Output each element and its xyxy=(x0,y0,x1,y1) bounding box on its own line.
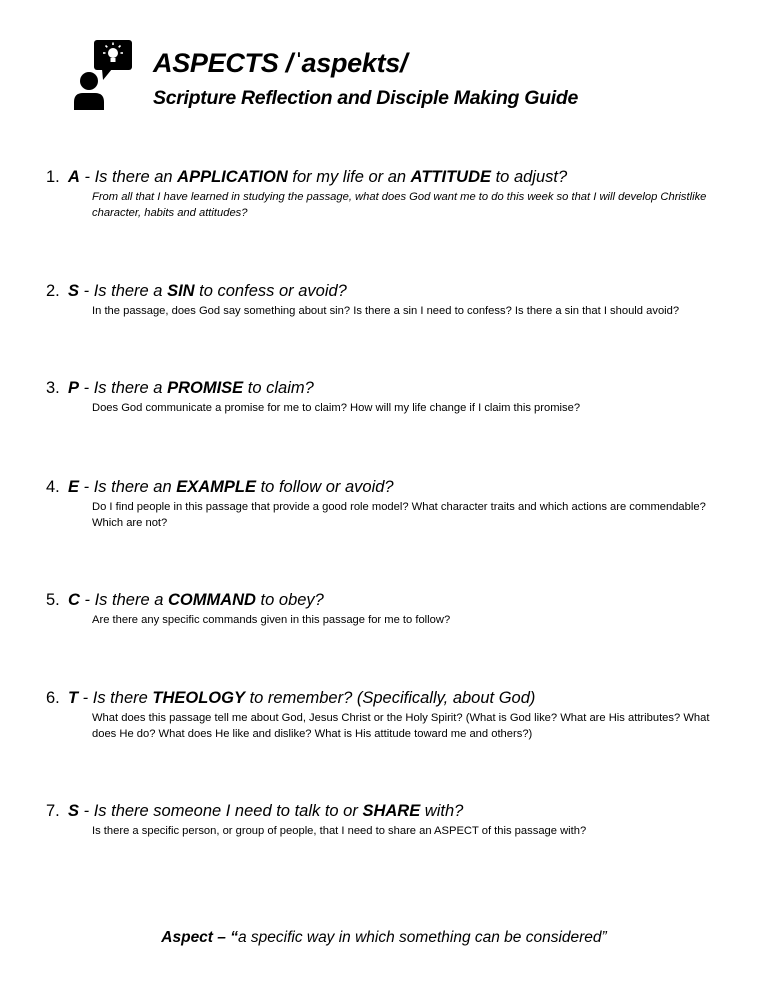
footer-definition xyxy=(0,929,768,947)
item-keyword: SIN xyxy=(167,282,195,300)
item-letter: C xyxy=(68,591,80,609)
item-letter: S xyxy=(68,802,80,820)
item-number: 6. xyxy=(46,689,60,707)
item-number: 4. xyxy=(46,478,60,496)
item-question: 3. P - Is there a PROMISE to claim? xyxy=(46,379,314,397)
page-title: ASPECTS /ˈaspekts/ xyxy=(153,48,408,78)
footer-definition-text: a specific way in which something can be considered” xyxy=(237,929,607,946)
item-question: 5. C - Is there a COMMAND to obey? xyxy=(46,591,324,609)
item-question: 4. E - Is there an EXAMPLE to follow or avoid? xyxy=(46,478,394,496)
item-number: 3. xyxy=(46,379,60,397)
guide-item-sin xyxy=(46,281,736,319)
item-description: Are there any specific commands given in this passage for me to follow? xyxy=(92,614,451,626)
item-number: 5. xyxy=(46,591,60,609)
item-keyword: EXAMPLE xyxy=(176,478,257,496)
guide-item-promise xyxy=(46,378,736,416)
item-description: Is there a specific person, or group of people, that I need to share an ASPECT of this passage with? xyxy=(92,825,587,837)
item-letter: A xyxy=(68,168,80,186)
item-question: 2. S - Is there a SIN to confess or avoid? xyxy=(46,282,347,300)
item-description: Does God communicate a promise for me to claim? How will my life change if I claim this promise? xyxy=(92,402,581,414)
item-description: In the passage, does God say something about sin? Is there a sin I need to confess? Is there a sin that I should avoid? xyxy=(92,305,680,317)
item-number: 1. xyxy=(46,168,60,186)
item-keyword: PROMISE xyxy=(167,379,244,397)
item-keyword: APPLICATION xyxy=(177,168,288,186)
item-keyword: ATTITUDE xyxy=(410,168,492,186)
footer-term: Aspect – “ xyxy=(161,929,238,946)
item-question: 6. T - Is there THEOLOGY to remember? (Specifically, about God) xyxy=(46,689,536,707)
guide-item-command xyxy=(46,590,736,628)
guide-item-application xyxy=(46,167,736,221)
item-keyword: COMMAND xyxy=(167,591,256,609)
item-letter: T xyxy=(68,689,79,707)
person-idea-icon xyxy=(72,40,134,110)
item-keyword: SHARE xyxy=(362,802,421,820)
item-question: 1. A - Is there an APPLICATION for my life or an ATTITUDE to adjust? xyxy=(46,168,568,186)
item-description: Do I find people in this passage that provide a good role model? What character traits and which actions are commendable? Which are not? xyxy=(92,501,706,529)
guide-item-theology xyxy=(46,688,736,742)
item-question: 7. S - Is there someone I need to talk to or SHARE with? xyxy=(46,802,464,820)
guide-item-example xyxy=(46,477,736,531)
page-subtitle: Scripture Reflection and Disciple Making Guide xyxy=(153,87,579,109)
item-keyword: THEOLOGY xyxy=(152,689,245,707)
guide-item-share xyxy=(46,801,736,839)
item-letter: P xyxy=(68,379,80,397)
item-letter: S xyxy=(68,282,80,300)
item-letter: E xyxy=(68,478,80,496)
item-number: 7. xyxy=(46,802,60,820)
item-description: From all that I have learned in studying the passage, what does God want me to do this week so that I will develop Christlike character, habits and attitudes? xyxy=(92,191,707,219)
item-number: 2. xyxy=(46,282,60,300)
item-description: What does this passage tell me about God, Jesus Christ or the Holy Spirit? (What is God like? What are His attributes? What does He do? What does He like and dislike? What is His attitude toward me and others?) xyxy=(92,712,710,740)
